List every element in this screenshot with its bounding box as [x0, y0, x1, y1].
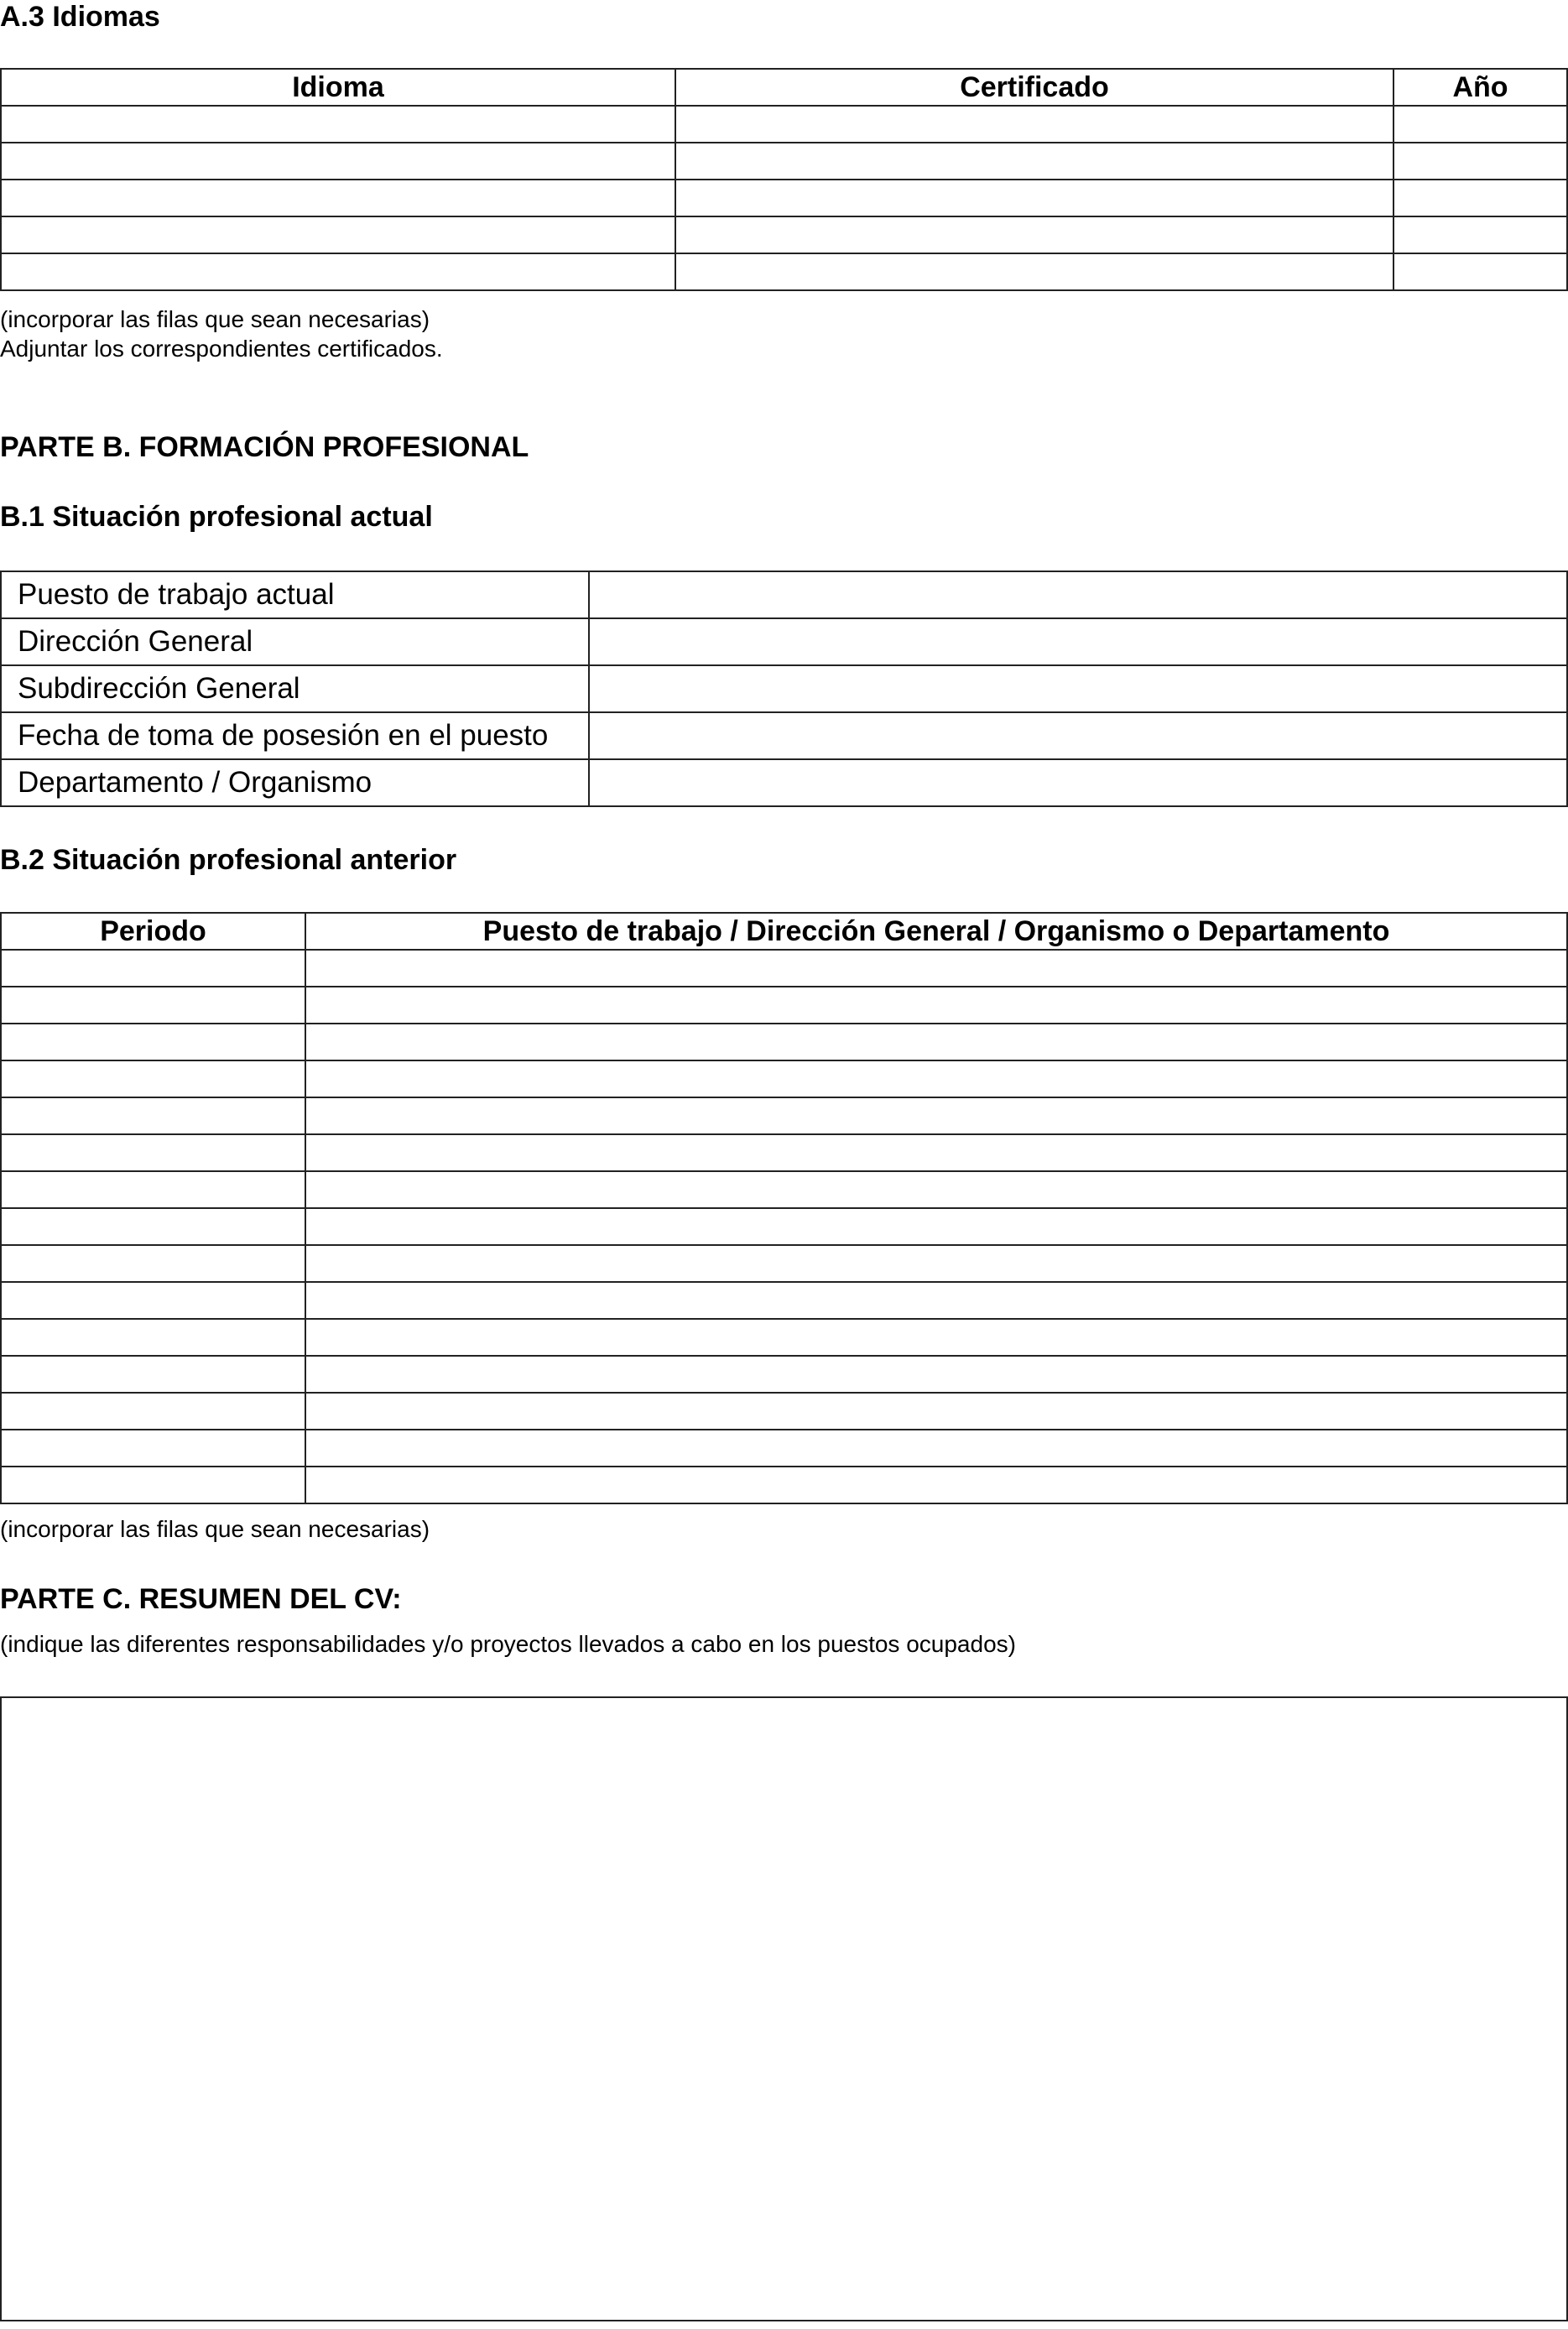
previous-position-row	[1, 1134, 1567, 1171]
ano-cell[interactable]	[1393, 253, 1567, 290]
puesto-cell[interactable]	[305, 1319, 1567, 1356]
puesto-cell[interactable]	[305, 1171, 1567, 1208]
previous-position-row	[1, 1393, 1567, 1430]
previous-position-row	[1, 1060, 1567, 1097]
section-a3-title: A.3 Idiomas	[0, 1, 160, 33]
current-position-table	[0, 571, 1568, 807]
idioma-cell[interactable]	[1, 180, 675, 216]
previous-position-row	[1, 987, 1567, 1024]
puesto-cell[interactable]	[305, 1356, 1567, 1393]
periodo-cell[interactable]	[1, 1060, 305, 1097]
section-c-title: PARTE C. RESUMEN DEL CV:	[0, 1583, 402, 1615]
current-position-row	[1, 618, 1567, 665]
header-certificado: Certificado	[675, 69, 1393, 106]
language-row	[1, 253, 1567, 290]
idioma-cell[interactable]	[1, 143, 675, 180]
field-value[interactable]	[589, 665, 1567, 712]
section-b2-title: B.2 Situación profesional anterior	[0, 844, 457, 876]
section-b-title: PARTE B. FORMACIÓN PROFESIONAL	[0, 431, 529, 463]
previous-position-row	[1, 1245, 1567, 1282]
periodo-cell[interactable]	[1, 1097, 305, 1134]
header-periodo: Periodo	[1, 913, 305, 950]
periodo-cell[interactable]	[1, 1319, 305, 1356]
puesto-cell[interactable]	[305, 1467, 1567, 1503]
previous-position-row	[1, 1430, 1567, 1467]
periodo-cell[interactable]	[1, 1430, 305, 1467]
previous-position-row	[1, 1208, 1567, 1245]
language-row	[1, 216, 1567, 253]
header-ano: Año	[1393, 69, 1567, 106]
field-label: Dirección General	[1, 618, 589, 665]
add-rows-note: (incorporar las filas que sean necesarias)	[0, 306, 430, 332]
periodo-cell[interactable]	[1, 1171, 305, 1208]
periodo-cell[interactable]	[1, 1467, 305, 1503]
puesto-cell[interactable]	[305, 1208, 1567, 1245]
certificado-cell[interactable]	[675, 106, 1393, 143]
attach-certificates-note: Adjuntar los correspondientes certificados.	[0, 336, 443, 362]
previous-position-row	[1, 1319, 1567, 1356]
header-puesto: Puesto de trabajo / Dirección General / Organismo o Departamento	[305, 913, 1567, 950]
certificado-cell[interactable]	[675, 216, 1393, 253]
language-row	[1, 180, 1567, 216]
puesto-cell[interactable]	[305, 950, 1567, 987]
previous-position-row	[1, 1097, 1567, 1134]
ano-cell[interactable]	[1393, 106, 1567, 143]
field-label: Puesto de trabajo actual	[1, 571, 589, 618]
current-position-row	[1, 571, 1567, 618]
previous-position-row	[1, 1282, 1567, 1319]
puesto-cell[interactable]	[305, 1245, 1567, 1282]
puesto-cell[interactable]	[305, 1134, 1567, 1171]
puesto-cell[interactable]	[305, 1097, 1567, 1134]
idioma-cell[interactable]	[1, 216, 675, 253]
periodo-cell[interactable]	[1, 1282, 305, 1319]
field-label: Subdirección General	[1, 665, 589, 712]
periodo-cell[interactable]	[1, 1245, 305, 1282]
field-label: Departamento / Organismo	[1, 759, 589, 806]
certificado-cell[interactable]	[675, 253, 1393, 290]
puesto-cell[interactable]	[305, 1393, 1567, 1430]
field-label: Fecha de toma de posesión en el puesto	[1, 712, 589, 759]
languages-table	[0, 68, 1568, 291]
periodo-cell[interactable]	[1, 1356, 305, 1393]
field-value[interactable]	[589, 618, 1567, 665]
previous-position-row	[1, 950, 1567, 987]
previous-position-row	[1, 1356, 1567, 1393]
current-position-row	[1, 665, 1567, 712]
previous-position-row	[1, 1024, 1567, 1060]
field-value[interactable]	[589, 712, 1567, 759]
certificado-cell[interactable]	[675, 143, 1393, 180]
periodo-cell[interactable]	[1, 1393, 305, 1430]
certificado-cell[interactable]	[675, 180, 1393, 216]
puesto-cell[interactable]	[305, 1430, 1567, 1467]
current-position-row	[1, 759, 1567, 806]
section-c-subtitle: (indique las diferentes responsabilidades y/o proyectos llevados a cabo en los puestos ocupados)	[0, 1631, 1016, 1657]
periodo-cell[interactable]	[1, 1134, 305, 1171]
periodo-cell[interactable]	[1, 950, 305, 987]
previous-positions-table	[0, 912, 1568, 1504]
previous-position-row	[1, 1467, 1567, 1503]
periodo-cell[interactable]	[1, 1024, 305, 1060]
puesto-cell[interactable]	[305, 1060, 1567, 1097]
idioma-cell[interactable]	[1, 253, 675, 290]
periodo-cell[interactable]	[1, 987, 305, 1024]
section-b1-title: B.1 Situación profesional actual	[0, 501, 433, 533]
ano-cell[interactable]	[1393, 180, 1567, 216]
current-position-row	[1, 712, 1567, 759]
ano-cell[interactable]	[1393, 216, 1567, 253]
language-row	[1, 143, 1567, 180]
language-row	[1, 106, 1567, 143]
previous-position-row	[1, 1171, 1567, 1208]
puesto-cell[interactable]	[305, 1024, 1567, 1060]
periodo-cell[interactable]	[1, 1208, 305, 1245]
puesto-cell[interactable]	[305, 1282, 1567, 1319]
field-value[interactable]	[589, 571, 1567, 618]
field-value[interactable]	[589, 759, 1567, 806]
add-rows-note-b2: (incorporar las filas que sean necesarias)	[0, 1516, 430, 1542]
ano-cell[interactable]	[1393, 143, 1567, 180]
header-idioma: Idioma	[1, 69, 675, 106]
puesto-cell[interactable]	[305, 987, 1567, 1024]
cv-summary-field[interactable]	[0, 1696, 1568, 2321]
idioma-cell[interactable]	[1, 106, 675, 143]
